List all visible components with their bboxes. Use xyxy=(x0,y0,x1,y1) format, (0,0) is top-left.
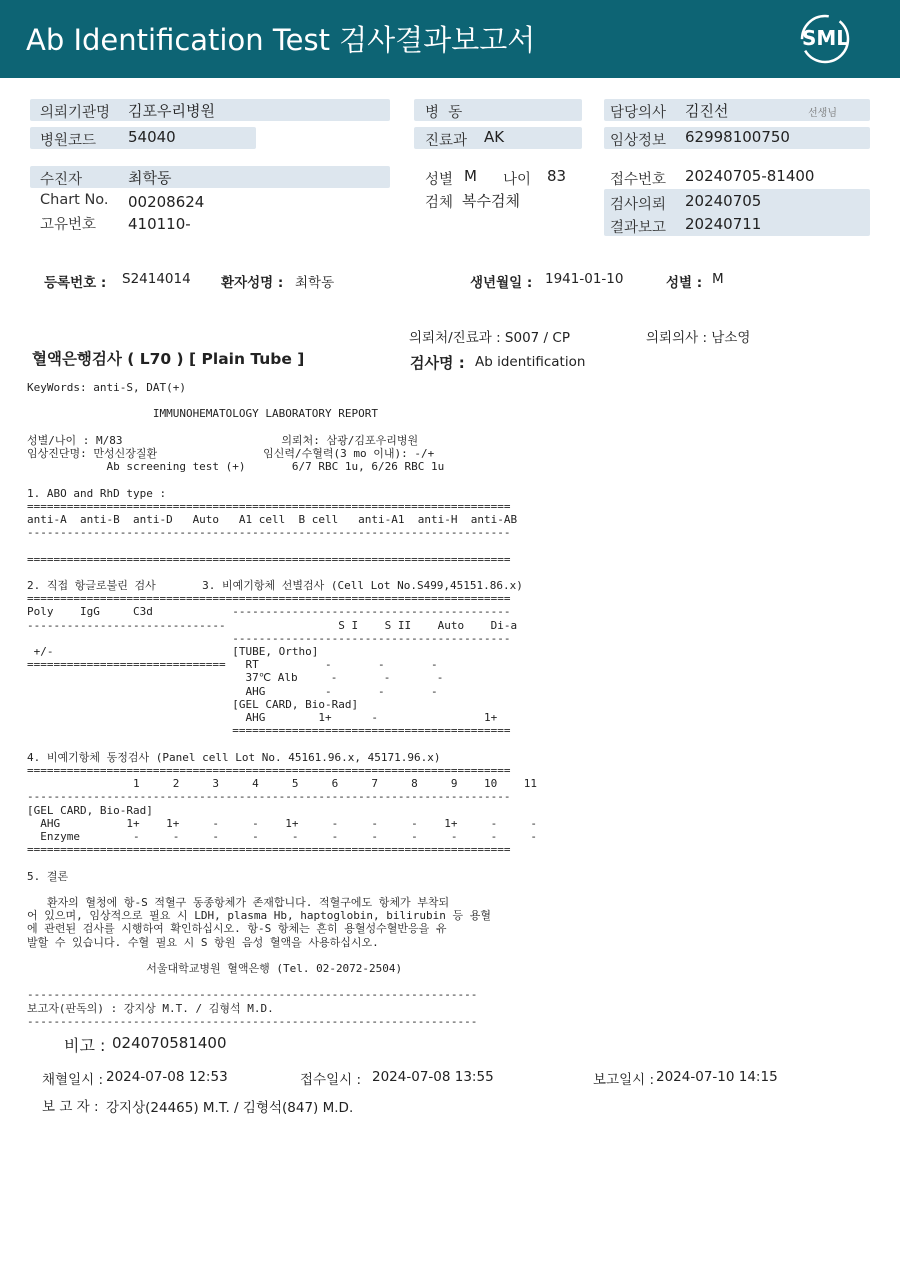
logo-text: SML xyxy=(802,26,850,50)
reporter-value: 강지상(24465) M.T. / 김형석(847) M.D. xyxy=(106,1100,354,1116)
name-value: 최학동 xyxy=(295,275,335,291)
dob-value: 1941-01-10 xyxy=(545,271,624,287)
chart-value: 00208624 xyxy=(128,193,205,211)
report-time-value: 2024-07-10 14:15 xyxy=(656,1069,778,1085)
request-doctor: 의뢰의사 : 남소영 xyxy=(646,330,751,346)
remark-value: 024070581400 xyxy=(112,1034,227,1052)
dept-label: 진료과 xyxy=(425,133,468,149)
clinical-label: 임상정보 xyxy=(610,133,667,149)
test-section-title: 혈액은행검사 ( L70 ) [ Plain Tube ] xyxy=(32,350,305,368)
receive-label: 접수일시 : xyxy=(300,1072,362,1088)
requester-dept: 의뢰처/진료과 : S007 / CP xyxy=(409,330,570,346)
receipt-label: 접수번호 xyxy=(610,172,667,188)
code-label: 병원코드 xyxy=(40,133,97,149)
receive-value: 2024-07-08 13:55 xyxy=(372,1069,494,1085)
clinical-value: 62998100750 xyxy=(685,128,790,146)
reg-label: 등록번호 : xyxy=(44,275,107,291)
report-value: 20240711 xyxy=(685,215,762,233)
hospital-value: 김포우리병원 xyxy=(128,102,215,120)
patient-label: 수진자 xyxy=(40,172,83,188)
collect-value: 2024-07-08 12:53 xyxy=(106,1069,228,1085)
specimen-value: 복수검체 xyxy=(462,192,520,210)
lab-report-text: KeyWords: anti-S, DAT(+) IMMUNOHEMATOLOGY LABORATORY REPORT 성별/나이 : M/83 의뢰처: 삼광/김포우리병원 임상진단명: 만성신장질환 임신력/수혈력(3 mo 이내): -/+ Ab screening test (+) 6/7 RBC 1u, 6/26 RBC 1u 1. ABO and RhD type : ========================================================================= anti-A anti-B anti-D Auto A1 cell B cell anti-A1 anti-H anti-AB ------------------------------------------------------------------------- ========================================================================= 2. 직접 항글로불린 검사 3. 비예기항체 선별검사 (Cell Lot No.S499,45151.86.x) ========================================================================= Poly IgG C3d ------------------------------------------ ------------------------------ S I S II Auto Di-a ------------------------------------------ +/- [TUBE, Ortho] ============================== RT - - - 37℃ Alb - - - AHG - - - [GEL CARD, Bio-Rad] AHG 1+ - 1+ ========================================== 4. 비예기항체 동정검사 (Panel cell Lot No. 45161.96.x, 45171.96.x) ========================================================================= 1 2 3 4 5 6 7 8 9 10 11 ------------------------------------------------------------------------- [GEL CARD, Bio-Rad] AHG 1+ 1+ - - 1+ - - - 1+ - - Enzyme - - - - - - - - - - - ========================================================================= 5. 결론 환자의 혈청에 항-S 적혈구 동종항체가 존재합니다. 적혈구에도 항체가 부착되 어 있으며, 임상적으로 필요 시 LDH, plasma Hb, haptoglobin, bilirubin 등 용혈 에 관련된 검사를 시행하여 확인하십시오. 항-S 항체는 흔히 용혈성수혈반응을 유 발할 수 있습니다. 수혈 필요 시 S 항원 음성 혈액을 사용하십시오. 서울대학교병원 혈액은행 (Tel. 02-2072-2504) -------------------------------------------------------------------- 보고자(판독의) : 강지상 M.T. / 김형석 M.D. -------------------------------------------------------------------- xyxy=(27,381,537,1028)
collect-label: 채혈일시 : xyxy=(42,1072,104,1088)
reg-value: S2414014 xyxy=(122,271,191,287)
patient-value: 최학동 xyxy=(128,169,172,187)
doctor-label: 담당의사 xyxy=(610,105,667,121)
request-label: 검사의뢰 xyxy=(610,197,667,213)
reporter-label: 보 고 자 : xyxy=(42,1099,99,1115)
code-value: 54040 xyxy=(128,128,176,146)
age-value: 83 xyxy=(547,167,567,185)
doctor-suffix: 선생님 xyxy=(808,108,837,119)
test-name-label: 검사명 : xyxy=(410,354,465,372)
dob-label: 생년월일 : xyxy=(470,275,533,291)
report-time-label: 보고일시 : xyxy=(593,1072,655,1088)
reg-sex-label: 성별 : xyxy=(666,275,703,291)
sex-label: 성별 xyxy=(425,172,454,188)
specimen-label: 검체 xyxy=(425,195,454,211)
remark-label: 비고 : xyxy=(64,1036,106,1055)
reg-sex-value: M xyxy=(712,271,724,287)
ward-label: 병 동 xyxy=(425,105,463,121)
chart-label: Chart No. xyxy=(40,192,109,208)
test-name-value: Ab identification xyxy=(475,354,586,370)
dept-value: AK xyxy=(484,128,505,146)
receipt-value: 20240705-81400 xyxy=(685,167,815,185)
report-header xyxy=(0,0,900,78)
sex-value: M xyxy=(464,167,477,185)
uid-label: 고유번호 xyxy=(40,217,97,233)
request-value: 20240705 xyxy=(685,192,762,210)
name-label: 환자성명 : xyxy=(221,275,284,291)
uid-value: 410110- xyxy=(128,215,191,233)
doctor-value: 김진선 xyxy=(685,102,729,120)
age-label: 나이 xyxy=(503,172,532,188)
report-label: 결과보고 xyxy=(610,220,667,236)
hospital-label: 의뢰기관명 xyxy=(40,105,111,121)
patient-box xyxy=(30,166,390,188)
page-title: Ab Identification Test 검사결과보고서 xyxy=(26,23,536,57)
